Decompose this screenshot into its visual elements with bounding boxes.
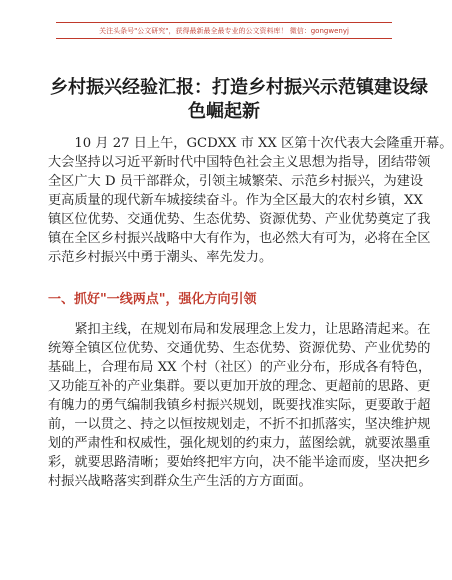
- header-banner-text: 关注头条号"公文研究"，获得最新最全最专业的公文资料库！ 微信：gongwenyj: [99, 26, 349, 35]
- paragraph-line: 基础上，合理布局 XX 个村（社区）的产业分布，形成各有特色，: [48, 360, 432, 375]
- paragraph-line: 又功能互补的产业集群。要以更加开放的理念、更超前的思路、更: [48, 379, 431, 394]
- section-heading-1: 一、抓好"一线两点"，强化方向引领: [48, 292, 257, 307]
- paragraph-line: 更高质量的现代新车城接续奋斗。作为全区最大的农村乡镇，XX: [48, 193, 423, 208]
- paragraph-2: [48, 320, 432, 491]
- paragraph-line: 紧扣主线，在规划布局和发展理念上发力，让思路清起来。在: [48, 322, 431, 337]
- paragraph-line: 10 月 27 日上午，GCDXX 市 XX 区第十次代表大会隆重开幕。: [48, 136, 452, 151]
- paragraph-line: 村振兴战略落实到群众生产生活的方方面面。: [48, 474, 312, 489]
- paragraph-line: 有魄力的勇气编制我镇乡村振兴规划，既要找准实际，更要敢于超: [48, 398, 431, 413]
- title-line: 乡村振兴经验汇报：打造乡村振兴示范镇建设绿: [50, 77, 428, 98]
- paragraph-line: 前，一以贯之、持之以恒按规划走，不折不扣抓落实，坚决维护规: [48, 417, 431, 432]
- paragraph-line: 彩，就要思路清晰；要始终把牢方向，决不能半途而废，坚决把乡: [48, 455, 431, 470]
- header-banner: [56, 22, 392, 39]
- title-line: 色崛起新: [188, 101, 260, 122]
- paragraph-line: 统筹全镇区位优势、交通优势、生态优势、资源优势、产业优势的: [48, 341, 431, 356]
- paragraph-line: 镇在全区乡村振兴战略中大有作为，也必然大有可为，必将在全区: [48, 231, 431, 246]
- document-title: [50, 76, 428, 124]
- paragraph-line: 示范乡村振兴中勇于潮头、率先发力。: [48, 250, 273, 265]
- paragraph-line: 镇区位优势、交通优势、生态优势、资源优势、产业优势奠定了我: [48, 212, 431, 227]
- paragraph-1: [48, 134, 452, 267]
- paragraph-line: 大会坚持以习近平新时代中国特色社会主义思想为指导，团结带领: [48, 155, 431, 170]
- paragraph-line: 全区广大 D 员干部群众，引领主城繁荣、示范乡村振兴，为建设: [48, 174, 424, 189]
- paragraph-line: 划的严肃性和权威性，强化规划的约束力，蓝图绘就，就要浓墨重: [48, 436, 431, 451]
